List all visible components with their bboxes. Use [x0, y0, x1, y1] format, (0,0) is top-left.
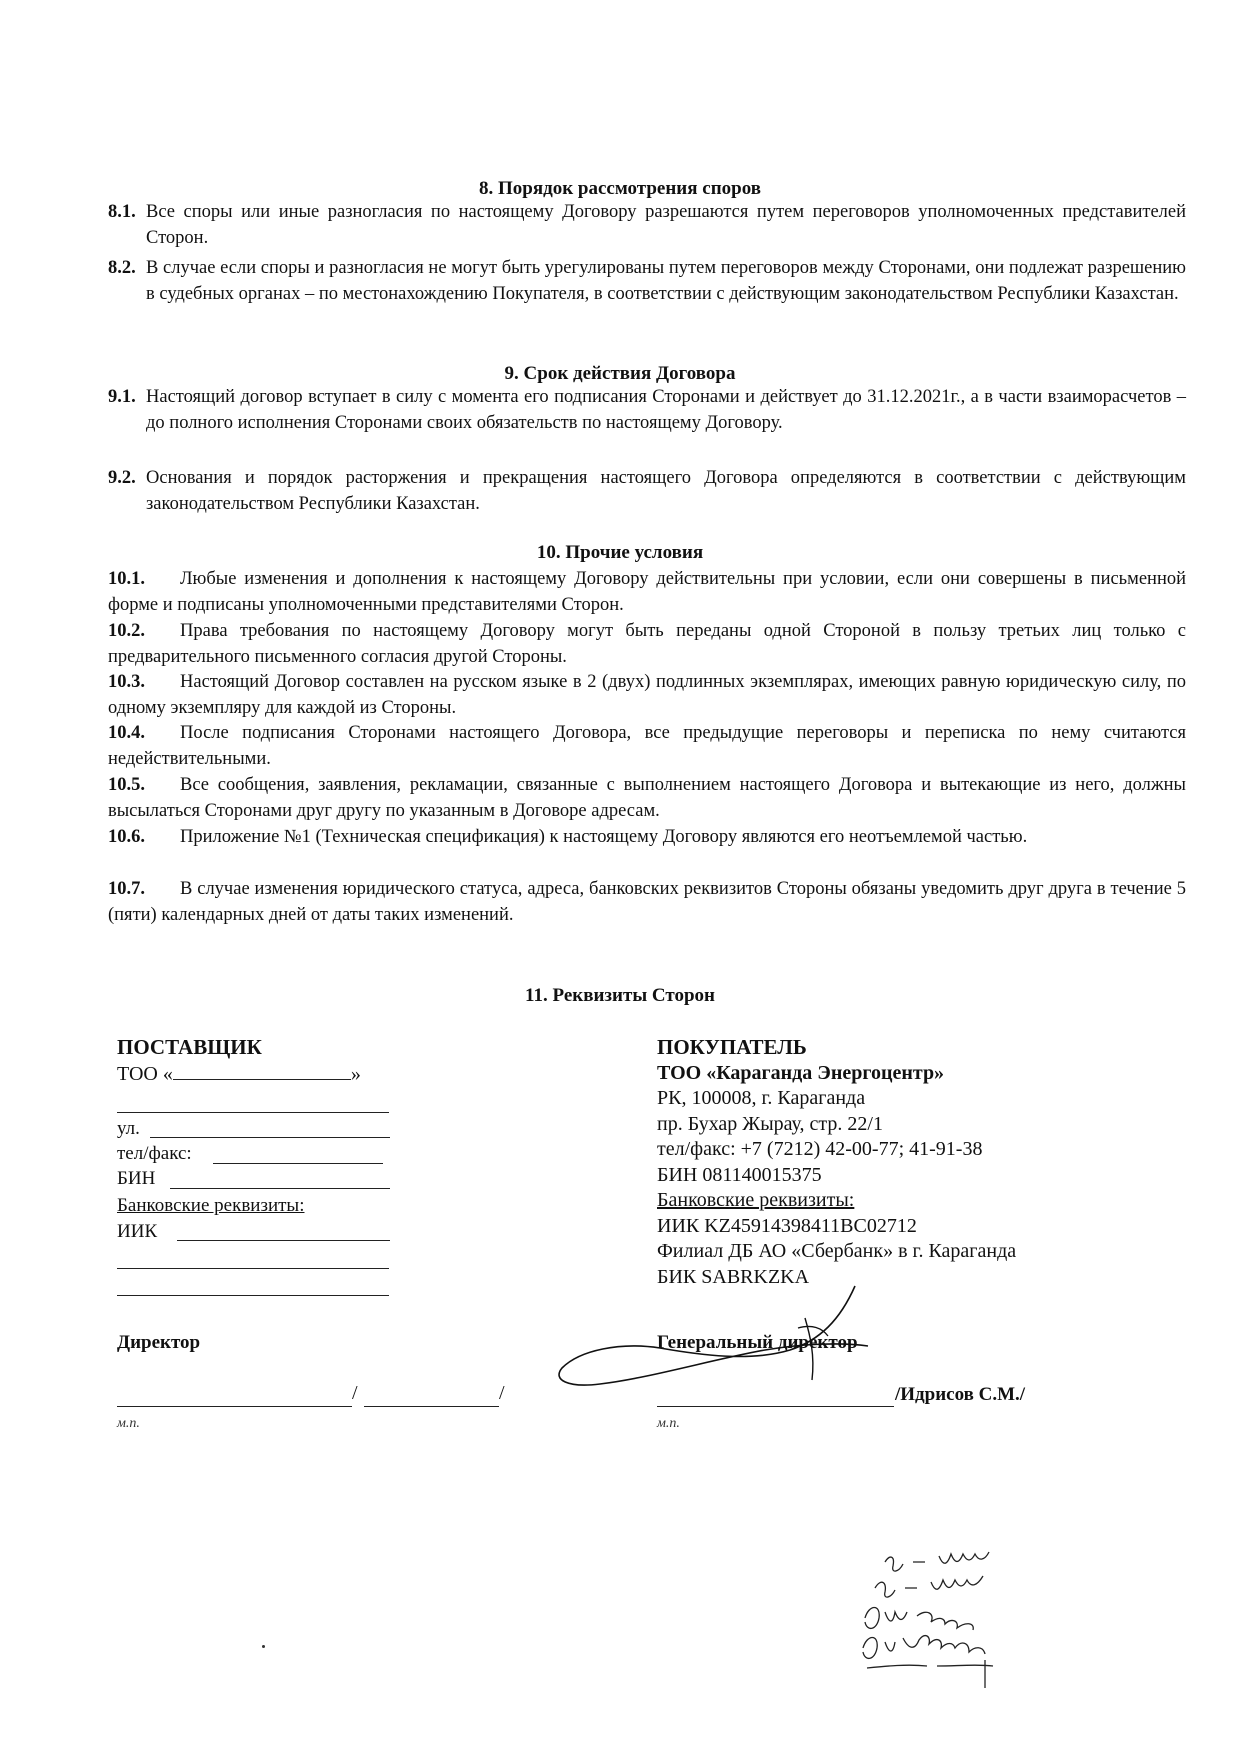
clause-text: Приложение №1 (Техническая спецификация) к настоящему Договору являются его неотъемлемой частью. [180, 827, 1028, 847]
clause-text: Настоящий договор вступает в силу с момента его подписания Сторонами и действует до 31.12.2021г., а в части взаиморасчетов – до полного исполнения Сторонами своих обязательств по настоящему Договору. [146, 387, 1186, 433]
clause-number: 10.6. [108, 827, 145, 847]
clause-number: 8.1. [108, 202, 136, 222]
supplier-org [117, 1061, 417, 1088]
section-11-title: 11. Реквизиты Сторон [525, 985, 715, 1006]
clause-9-1 [108, 385, 1186, 436]
section-10-title: 10. Прочие условия [536, 542, 704, 563]
section-9-title: 9. Срок действия Договора [504, 363, 736, 384]
buyer-bank-label: Банковские реквизиты: [657, 1189, 855, 1211]
clause-number: 8.2. [108, 258, 136, 278]
clause-number: 9.2. [108, 468, 136, 488]
supplier-bin-line [170, 1188, 390, 1189]
buyer-bank: Филиал ДБ АО «Сбербанк» в г. Караганда [657, 1240, 1017, 1262]
clause-text: Настоящий Договор составлен на русском языке в 2 (двух) подлинных экземплярах, имеющих равную юридическую силу, по одному экземпляру для каждой из Стороны. [108, 672, 1186, 718]
section-8-title: 8. Порядок рассмотрения споров [478, 178, 762, 199]
clause-number: 10.3. [108, 672, 145, 692]
supplier-bin-label: БИН [117, 1168, 156, 1189]
supplier-stamp-place: м.п. [117, 1416, 140, 1431]
buyer-bik: БИК SABRKZKA [657, 1265, 810, 1288]
supplier-org-suffix: » [350, 1062, 361, 1085]
supplier-street-line [150, 1137, 390, 1138]
supplier-phone-line [213, 1163, 383, 1164]
supplier-iik-line [177, 1240, 390, 1241]
supplier-block [117, 1035, 417, 1087]
buyer-stamp-place: м.п. [657, 1416, 680, 1431]
clause-text: После подписания Сторонами настоящего Договора, все предыдущие переговоры и переписка по нему считаются недействительными. [108, 723, 1186, 769]
supplier-bin [117, 1166, 155, 1192]
supplier-blank-line [117, 1112, 389, 1113]
supplier-name-line [364, 1406, 499, 1407]
supplier-iik [117, 1219, 157, 1245]
clause-text: Все споры или иные разногласия по настоящему Договору разрешаются путем переговоров уполномоченных представителей Сторон. [146, 202, 1186, 248]
buyer-phone: тел/факс: +7 (7212) 42-00-77; 41-91-38 [657, 1138, 983, 1160]
buyer-director: Генеральный директор [657, 1332, 858, 1353]
supplier-heading: ПОСТАВЩИК [117, 1035, 262, 1059]
supplier-street-label: ул. [117, 1118, 140, 1139]
supplier-slash-1: / [352, 1382, 358, 1404]
handwritten-approvals-icon [845, 1540, 1095, 1700]
clause-text: Основания и порядок расторжения и прекращения настоящего Договора определяются в соответствии с действующим законодательством Республики Казахстан. [146, 468, 1186, 514]
supplier-sign-line [117, 1406, 352, 1407]
supplier-org-blank [173, 1061, 351, 1080]
supplier-street [117, 1116, 140, 1142]
clause-number: 10.4. [108, 723, 145, 743]
clause-number: 10.2. [108, 621, 145, 641]
buyer-address: пр. Бухар Жырау, стр. 22/1 [657, 1112, 883, 1135]
buyer-heading: ПОКУПАТЕЛЬ [657, 1035, 807, 1059]
supplier-bank-label [117, 1193, 304, 1219]
clause-10-7 [108, 877, 1186, 928]
buyer-org: ТОО «Караганда Энергоцентр» [657, 1061, 945, 1084]
supplier-slash-2: / [499, 1382, 505, 1404]
supplier-blank-line-2 [117, 1268, 389, 1269]
scan-speck [262, 1645, 265, 1648]
clause-10-5 [108, 773, 1186, 824]
clause-text: Все сообщения, заявления, рекламации, связанные с выполнением настоящего Договора и вытекающие из него, должны высылаться Сторонами друг другу по указанным в Договоре адресам. [108, 775, 1186, 821]
supplier-org-prefix: ТОО « [117, 1062, 173, 1085]
supplier-phone [117, 1141, 192, 1167]
clause-8-2 [108, 256, 1186, 307]
supplier-bank-label-text: Банковские реквизиты: [117, 1195, 305, 1216]
buyer-bin: БИН 081140015375 [657, 1163, 822, 1186]
buyer-city: РК, 100008, г. Караганда [657, 1087, 866, 1109]
clause-10-6 [108, 825, 1186, 851]
buyer-block [657, 1035, 1217, 1290]
supplier-director: Директор [117, 1332, 201, 1353]
director-signature-icon [550, 1280, 880, 1410]
clause-number: 10.1. [108, 569, 145, 589]
buyer-iik: ИИК KZ45914398411BC02712 [657, 1214, 917, 1237]
clause-10-1 [108, 567, 1186, 618]
supplier-iik-label: ИИК [117, 1221, 158, 1242]
clause-number: 10.5. [108, 775, 145, 795]
clause-number: 10.7. [108, 879, 145, 899]
clause-text: В случае изменения юридического статуса, адреса, банковских реквизитов Стороны обязаны уведомить друг друга в течение 5 (пяти) календарных дней от даты таких изменений. [108, 879, 1186, 925]
clause-text: В случае если споры и разногласия не могут быть урегулированы путем переговоров между Сторонами, они подлежат разрешению в судебных органах – по местонахождению Покупателя, в соответствии с действующим законодательством Республики Казахстан. [146, 258, 1186, 304]
clause-10-2 [108, 619, 1186, 670]
clause-8-1 [108, 200, 1186, 251]
supplier-blank-line-3 [117, 1295, 389, 1296]
clause-10-3 [108, 670, 1186, 721]
clause-9-2 [108, 466, 1186, 517]
clause-10-4 [108, 721, 1186, 772]
clause-text: Права требования по настоящему Договору могут быть переданы одной Стороной в пользу третьих лиц только с предварительного письменного согласия другой Стороны. [108, 621, 1186, 667]
clause-text: Любые изменения и дополнения к настоящему Договору действительны при условии, если они совершены в письменной форме и подписаны уполномоченными представителями Сторон. [108, 569, 1186, 615]
clause-number: 9.1. [108, 387, 136, 407]
supplier-phone-label: тел/факс: [117, 1143, 192, 1164]
buyer-signatory: /Идрисов С.М./ [895, 1384, 1026, 1405]
